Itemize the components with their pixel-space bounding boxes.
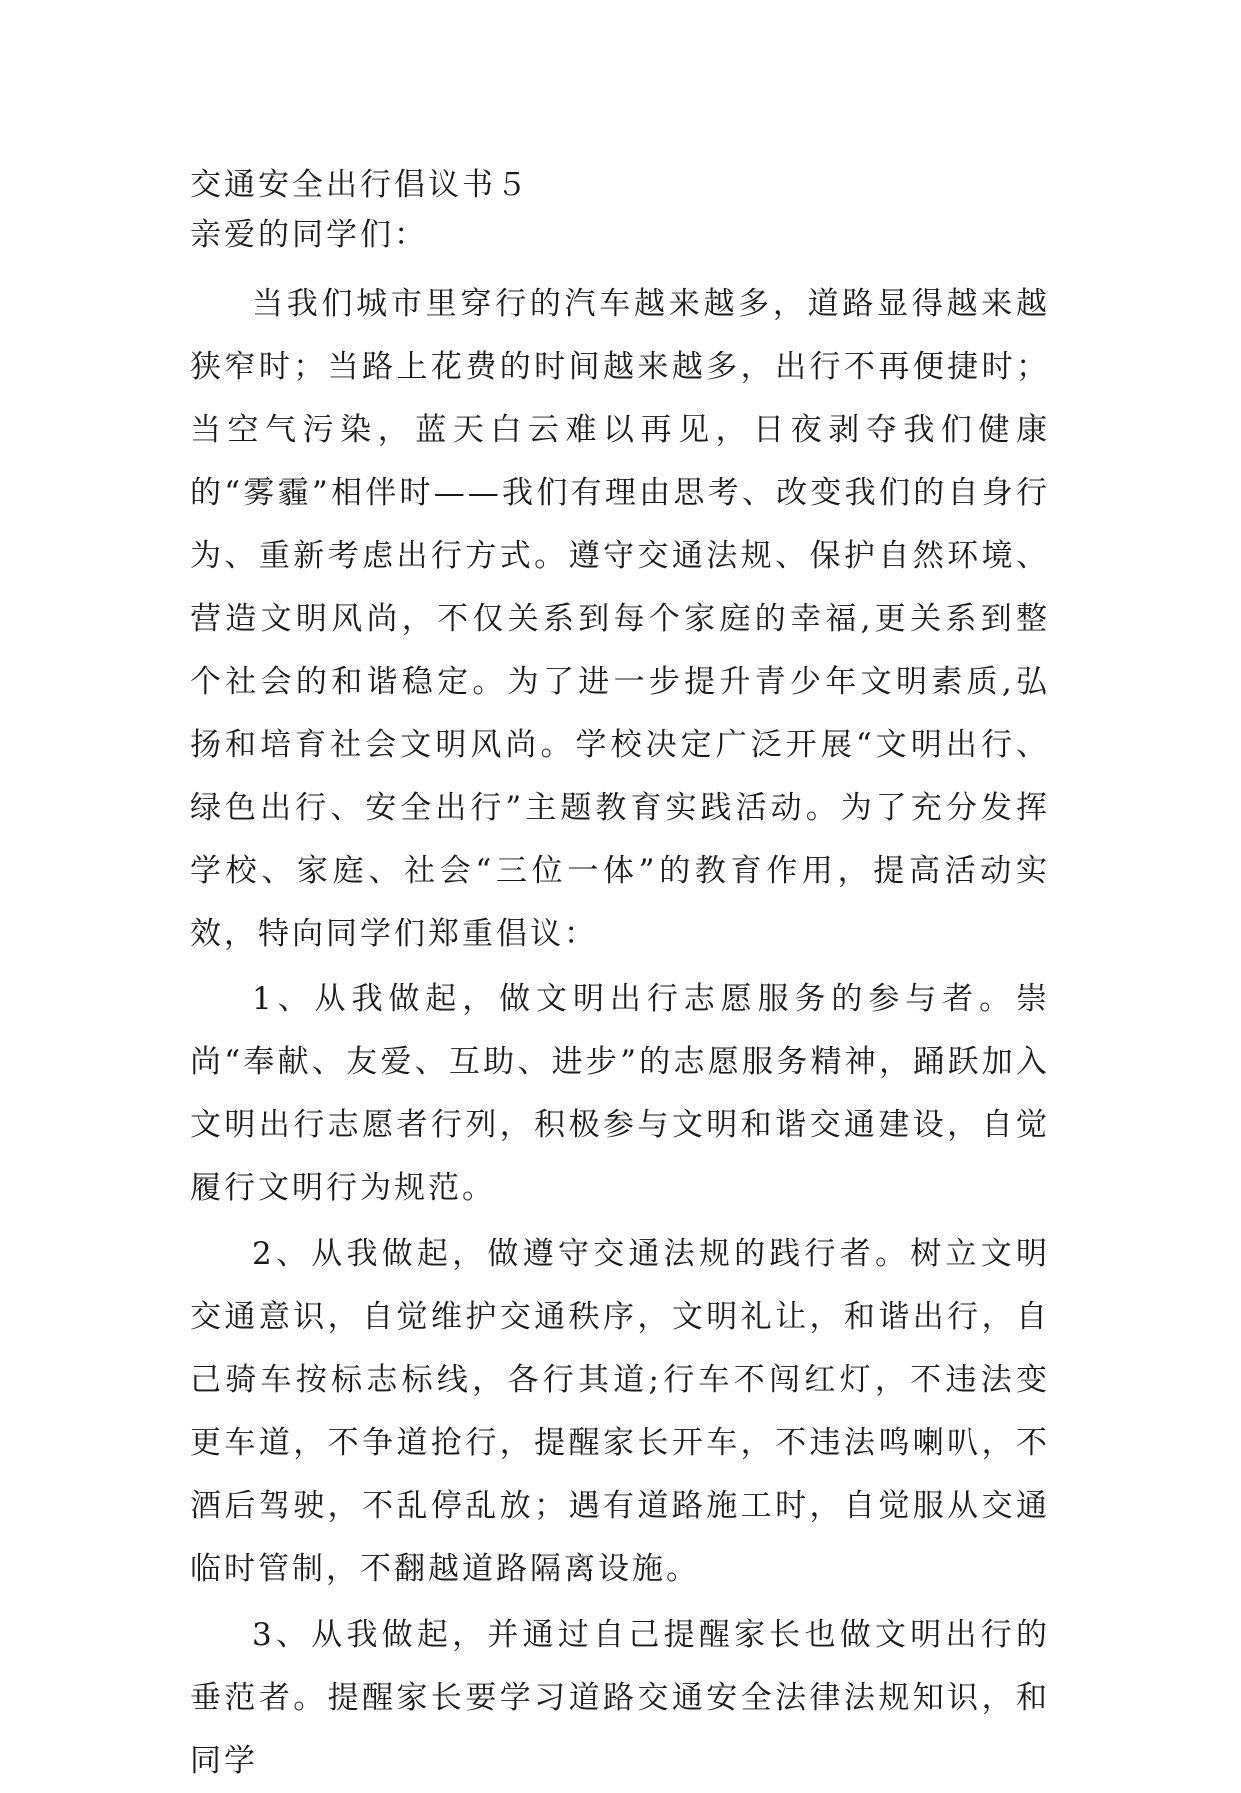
paragraph-item-3: 3、从我做起，并通过自己提醒家长也做文明出行的垂范者。提醒家长要学习道路交通安全法律法规知识，和同学 [190,1617,1050,1779]
document-body [190,160,1050,1793]
paragraph-item-2: 2、从我做起，做遵守交通法规的践行者。树立文明交通意识，自觉维护交通秩序，文明礼让，和谐出行，自己骑车按标志标线，各行其道;行车不闯红灯，不违法变更车道，不争道抢行，提醒家长开车，不违法鸣喇叭，不酒后驾驶，不乱停乱放；遇有道路施工时，自觉服从交通临时管制，不翻越道路隔离设施。 [190,1236,1050,1587]
document-title: 交通安全出行倡议书５ [190,167,530,203]
paragraph-intro: 当我们城市里穿行的汽车越来越多，道路显得越来越狭窄时；当路上花费的时间越来越多，出行不再便捷时；当空气污染，蓝天白云难以再见，日夜剥夺我们健康的“雾霾”相伴时——我们有理由思考、改变我们的自身行为、重新考虑出行方式。遵守交通法规、保护自然环境、营造文明风尚，不仅关系到每个家庭的幸福,更关系到整个社会的和谐稳定。为了进一步提升青少年文明素质,弘扬和培育社会文明风尚。学校决定广泛开展“文明出行、绿色出行、安全出行”主题教育实践活动。为了充分发挥学校、家庭、社会“三位一体”的教育作用，提高活动实效，特向同学们郑重倡议： [190,286,1050,952]
salutation: 亲爱的同学们： [190,217,428,253]
paragraph-item-1: 1、从我做起，做文明出行志愿服务的参与者。崇尚“奉献、友爱、互助、进步”的志愿服务精神，踊跃加入文明出行志愿者行列，积极参与文明和谐交通建设，自觉履行文明行为规范。 [190,981,1050,1206]
